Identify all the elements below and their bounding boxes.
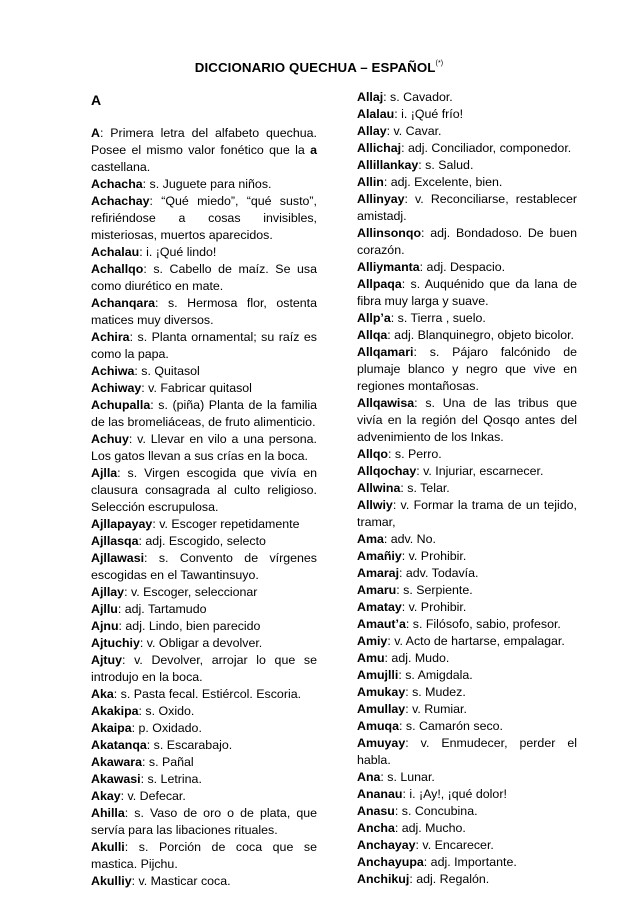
dictionary-entry [91, 261, 317, 295]
entry-definition: : s. Filósofo, sabio, profesor. [405, 617, 561, 631]
entry-headword: Akaipa [91, 721, 132, 735]
page-title-text: DICCIONARIO QUECHUA – ESPAÑOL [194, 60, 436, 75]
entry-definition: : v. Escoger repetidamente [152, 517, 300, 531]
dictionary-entry [91, 652, 317, 686]
entry-definition: : adj. Regalón. [409, 872, 490, 886]
entry-definition: : adj. Bondadoso. De buen corazón. [357, 226, 577, 257]
entry-headword: Ananau [357, 787, 403, 801]
dictionary-entry [357, 786, 577, 803]
dictionary-entry [357, 106, 577, 123]
entry-definition: : v. Fabricar quitasol [141, 381, 252, 395]
entry-definition: : v. Devolver, arrojar lo que se introdujo en la boca. [91, 653, 317, 684]
entry-headword: Amañiy [357, 549, 402, 563]
entry-headword: Allay [357, 124, 387, 138]
entry-headword: Amullay [357, 702, 406, 716]
entry-headword: Akulli [91, 840, 125, 854]
dictionary-entry [91, 618, 317, 635]
entry-definition: : s. Cabello de maíz. Se usa como diurético en mate. [91, 262, 317, 293]
dictionary-entry [357, 259, 577, 276]
dictionary-entry [91, 244, 317, 261]
entry-headword: Amaut’a [357, 617, 406, 631]
entry-definition: : v. Encarecer. [415, 838, 494, 852]
entry-headword: Allqawisa [357, 396, 415, 410]
entry-definition: : v. Cavar. [386, 124, 442, 138]
entry-definition: : adj. Conciliador, componedor. [401, 141, 572, 155]
entry-headword: Akakipa [91, 704, 139, 718]
entry-headword: Ajtuchiy [91, 636, 140, 650]
entry-headword: Achanqara [91, 296, 156, 310]
entry-definition: : s. (piña) Planta de la familia de las bromeliáceas, de fruto alimenticio. [91, 398, 317, 429]
entry-headword: Achachay [91, 194, 150, 208]
entry-headword: Allpaqa [357, 277, 402, 291]
dictionary-entry [357, 599, 577, 616]
entry-definition: : s. Telar. [400, 481, 450, 495]
entry-definition: : v. Llevar en vilo a una persona. Los gatos llevan a sus crías en la boca. [91, 432, 317, 463]
dictionary-entry [91, 805, 317, 839]
entry-definition: : s. Escarabajo. [146, 738, 233, 752]
dictionary-entry [91, 295, 317, 329]
dictionary-entry [357, 191, 577, 225]
dictionary-entry [91, 125, 317, 176]
entry-headword: Achalau [91, 245, 140, 259]
entry-headword: Amiy [357, 634, 388, 648]
entry-definition: : v. Reconciliarse, restablecer amistadj. [357, 192, 577, 223]
entry-definition: : adj. Lindo, bien parecido [118, 619, 261, 633]
entry-headword: Achira [91, 330, 130, 344]
dictionary-entry [91, 686, 317, 703]
dictionary-entry [357, 89, 577, 106]
entry-definition: : s. Lunar. [380, 770, 435, 784]
footnote-marker: (*) [435, 60, 444, 67]
entry-definition: : adj. Escogido, selecto [138, 534, 266, 548]
dictionary-entry [357, 633, 577, 650]
entry-definition: : s. Serpiente. [396, 583, 473, 597]
entry-headword: Allqa [357, 328, 388, 342]
entry-headword: Amuqa [357, 719, 399, 733]
entry-definition: : s. Amigdala. [398, 668, 473, 682]
entry-definition: : v. Rumiar. [405, 702, 467, 716]
dictionary-entry [357, 531, 577, 548]
entry-headword: Akatanqa [91, 738, 147, 752]
dictionary-entry [91, 176, 317, 193]
entry-headword: Akulliy [91, 874, 132, 888]
entry-definition: : adj. Importante. [423, 855, 517, 869]
entry-headword: Allp’a [357, 311, 391, 325]
entry-headword: Amu [357, 651, 385, 665]
entry-definition: : adj. Tartamudo [117, 602, 207, 616]
entry-headword: Amaru [357, 583, 397, 597]
entry-definition: : s. Virgen escogida que vivía en clausura consagrada al culto religioso. Selección escrupulosa. [91, 466, 317, 514]
dictionary-entry [357, 718, 577, 735]
dictionary-entry [91, 465, 317, 516]
entry-headword: Achallqo [91, 262, 144, 276]
entry-definition: : s. Mudez. [405, 685, 466, 699]
dictionary-entry [91, 193, 317, 244]
entry-definition: : v. Formar la trama de un tejido, tramar, [357, 498, 577, 529]
dictionary-entry [357, 684, 577, 701]
dictionary-entry [357, 480, 577, 497]
dictionary-entry [357, 174, 577, 191]
dictionary-entry [91, 771, 317, 788]
entry-headword: Akawara [91, 755, 142, 769]
dictionary-entry [91, 533, 317, 550]
page-title [0, 60, 638, 75]
entry-definition: : s. Una de las tribus que vivía en la región del Qosqo antes del advenimiento de los Inkas. [357, 396, 577, 444]
entry-headword: Ajlla [91, 466, 118, 480]
entry-definition: : adj. Blanquinegro, objeto bicolor. [387, 328, 574, 342]
dictionary-entry [357, 276, 577, 310]
entry-definition: : “Qué miedo”, “qué susto”, refiriéndose a cosas invisibles, misteriosas, muertos aparecidos. [91, 194, 317, 242]
entry-definition: : s. Letrina. [140, 772, 202, 786]
entry-definition: : s. Vaso de oro o de plata, que servía para las libaciones rituales. [91, 806, 317, 837]
dictionary-entry [357, 565, 577, 582]
entry-definition: : p. Oxidado. [131, 721, 202, 735]
entry-headword: Ajtuy [91, 653, 122, 667]
entry-definition: : i. ¡Ay!, ¡qué dolor! [402, 787, 507, 801]
entry-headword: Achiwa [91, 364, 135, 378]
entry-definition: : s. Oxido. [138, 704, 195, 718]
entry-definition: : s. Auquénido que da lana de fibra muy larga y suave. [357, 277, 577, 308]
entry-headword: Ama [357, 532, 384, 546]
dictionary-entry [357, 735, 577, 769]
entry-headword: Ancha [357, 821, 395, 835]
dictionary-entry [357, 327, 577, 344]
entry-headword: Ahilla [91, 806, 125, 820]
entry-emphasis: a [310, 143, 317, 157]
dictionary-entry [357, 650, 577, 667]
dictionary-entry [357, 310, 577, 327]
entry-headword: Anasu [357, 804, 395, 818]
entry-headword: Amujlli [357, 668, 399, 682]
entry-definition: : s. Pasta fecal. Estiércol. Escoria. [113, 687, 302, 701]
entry-definition: : s. Cavador. [383, 90, 453, 104]
dictionary-entry [91, 516, 317, 533]
dictionary-entry [91, 873, 317, 890]
entry-headword: Achiway [91, 381, 142, 395]
dictionary-entry [357, 497, 577, 531]
entry-headword: Ajnu [91, 619, 119, 633]
dictionary-entry [357, 837, 577, 854]
entry-definition: : s. Quitasol [134, 364, 200, 378]
entry-definition: : v. Masticar coca. [131, 874, 231, 888]
dictionary-entry [357, 701, 577, 718]
entry-headword: Allqamari [357, 345, 414, 359]
entry-headword: Allwiy [357, 498, 393, 512]
entry-headword: Aka [91, 687, 114, 701]
entry-definition: : v. Enmudecer, perder el habla. [357, 736, 577, 767]
right-column [357, 89, 577, 888]
entry-definition: : s. Planta ornamental; su raíz es como la papa. [91, 330, 317, 361]
entry-headword: Achacha [91, 177, 143, 191]
entry-definition: : s. Hermosa flor, ostenta matices muy diversos. [91, 296, 317, 327]
dictionary-entry [91, 839, 317, 873]
entry-headword: Allaj [357, 90, 384, 104]
dictionary-entry [357, 667, 577, 684]
entry-headword: Alliymanta [357, 260, 420, 274]
entry-headword: Amukay [357, 685, 406, 699]
entry-definition: : s. Pájaro falcónido de plumaje blanco y negro que vive en regiones montañosas. [357, 345, 577, 393]
entry-definition: : v. Escoger, seleccionar [124, 585, 258, 599]
dictionary-entry [357, 157, 577, 174]
entry-headword: Akay [91, 789, 121, 803]
dictionary-entry [91, 363, 317, 380]
dictionary-entry [91, 703, 317, 720]
entry-definition: : adv. Todavía. [399, 566, 479, 580]
entry-headword: Anchayay [357, 838, 416, 852]
entry-headword: Allwina [357, 481, 401, 495]
entry-definition: : s. Concubina. [394, 804, 478, 818]
dictionary-entry [357, 225, 577, 259]
entry-definition: : i. ¡Qué lindo! [139, 245, 217, 259]
entry-definition: : v. Defecar. [120, 789, 186, 803]
dictionary-entry [91, 584, 317, 601]
dictionary-entry [357, 395, 577, 446]
entry-headword: Allqo [357, 447, 388, 461]
entry-definition: : v. Obligar a devolver. [139, 636, 263, 650]
entry-definition: : adj. Excelente, bien. [383, 175, 503, 189]
entry-definition: : v. Injuriar, escarnecer. [416, 464, 544, 478]
entry-headword: Ajllu [91, 602, 118, 616]
dictionary-entry [357, 582, 577, 599]
entry-definition: : s. Camarón seco. [399, 719, 503, 733]
entry-headword: Amaraj [357, 566, 400, 580]
entry-definition-continued: castellana. [91, 160, 151, 174]
dictionary-entry [357, 463, 577, 480]
dictionary-entry [91, 737, 317, 754]
dictionary-entry [357, 803, 577, 820]
dictionary-entry [91, 788, 317, 805]
dictionary-entry [91, 635, 317, 652]
entry-headword: Ajllay [91, 585, 125, 599]
dictionary-entry [91, 329, 317, 363]
entry-definition: : s. Pañal [141, 755, 194, 769]
entry-headword: Ajllapayay [91, 517, 153, 531]
entry-definition: : Primera letra del alfabeto quechua. Posee el mismo valor fonético que la [91, 126, 317, 157]
entry-definition: : v. Acto de hartarse, empalagar. [387, 634, 565, 648]
section-letter: A [91, 92, 102, 108]
entry-headword: Ajllasqa [91, 534, 139, 548]
dictionary-entry [91, 380, 317, 397]
entry-headword: Amuyay [357, 736, 406, 750]
entry-headword: Anchikuj [357, 872, 410, 886]
entry-definition: : adv. No. [383, 532, 436, 546]
entry-headword: Allinsonqo [357, 226, 422, 240]
entry-definition: : adj. Despacio. [419, 260, 506, 274]
left-column [91, 89, 317, 890]
entry-headword: Allqochay [357, 464, 417, 478]
dictionary-entry [357, 820, 577, 837]
dictionary-entry [357, 123, 577, 140]
dictionary-entry [91, 754, 317, 771]
entry-headword: Allichaj [357, 141, 402, 155]
entry-definition: : v. Prohibir. [401, 600, 467, 614]
entry-definition: : s. Tierra , suelo. [390, 311, 486, 325]
dictionary-entry [357, 854, 577, 871]
entry-headword: Allin [357, 175, 384, 189]
entry-definition: : s. Convento de vírgenes escogidas en el Tawantinsuyo. [91, 551, 317, 582]
dictionary-entry [91, 720, 317, 737]
dictionary-entry [91, 397, 317, 431]
entry-headword: Allillankay [357, 158, 419, 172]
dictionary-entry [357, 616, 577, 633]
dictionary-entry [357, 548, 577, 565]
dictionary-entry [357, 446, 577, 463]
entry-headword: A [91, 126, 100, 140]
entry-definition: : s. Juguete para niños. [142, 177, 272, 191]
entry-headword: Achuy [91, 432, 129, 446]
dictionary-entry [357, 140, 577, 157]
entry-headword: Amatay [357, 600, 402, 614]
entry-definition: : s. Salud. [418, 158, 474, 172]
entry-definition: : s. Perro. [387, 447, 442, 461]
dictionary-entry [91, 550, 317, 584]
entry-headword: Allinyay [357, 192, 405, 206]
entry-headword: Achupalla [91, 398, 151, 412]
entry-headword: Alalau [357, 107, 395, 121]
dictionary-entry [357, 871, 577, 888]
entry-definition: : s. Porción de coca que se mastica. Pijchu. [91, 840, 317, 871]
entry-definition: : i. ¡Qué frío! [394, 107, 464, 121]
entry-definition: : adj. Mucho. [394, 821, 466, 835]
entry-headword: Akawasi [91, 772, 141, 786]
dictionary-entry [357, 769, 577, 786]
entry-definition: : adj. Mudo. [384, 651, 450, 665]
entry-definition: : v. Prohibir. [401, 549, 467, 563]
dictionary-entry [91, 601, 317, 618]
entry-headword: Ajllawasi [91, 551, 145, 565]
entry-headword: Anchayupa [357, 855, 424, 869]
entry-headword: Ana [357, 770, 381, 784]
dictionary-entry [91, 431, 317, 465]
dictionary-entry [357, 344, 577, 395]
